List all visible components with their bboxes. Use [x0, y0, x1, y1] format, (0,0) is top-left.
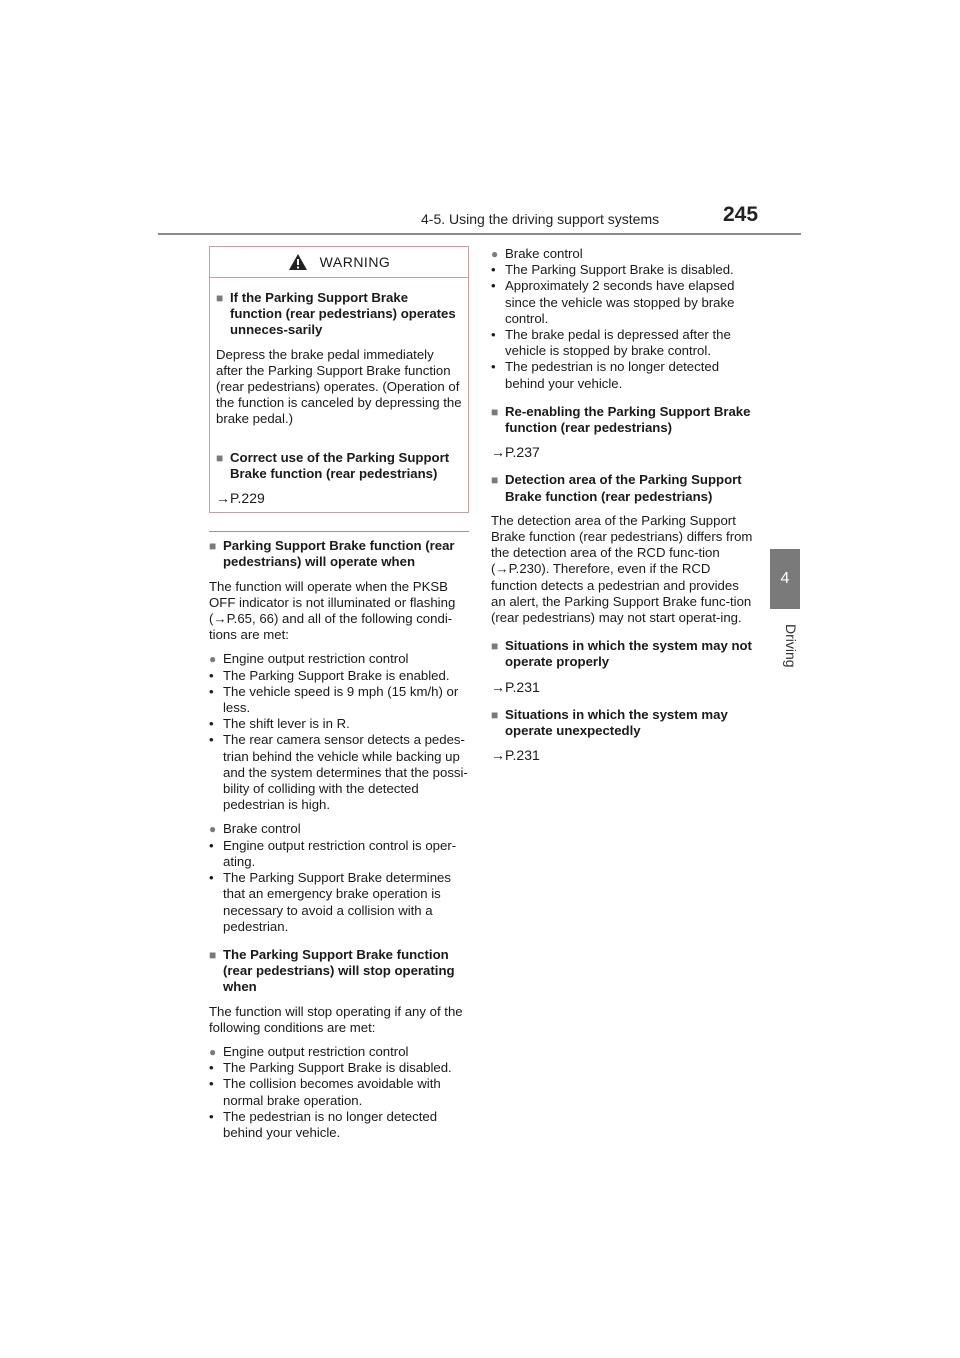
list-item: • The vehicle speed is 9 mph (15 km/h) or less. [209, 683, 459, 716]
square-marker: ■ [491, 473, 499, 488]
list-item: • The Parking Support Brake is disabled. [209, 1060, 452, 1076]
warning-heading: ■ If the Parking Support Brake function (rear pedestrians) operates unneces-sarily [216, 290, 456, 338]
square-marker: ■ [491, 404, 499, 419]
dot-marker: ● [491, 247, 499, 261]
dot-marker: ● [209, 1044, 217, 1059]
chapter-tab: 4 [770, 549, 800, 609]
section-heading: ■ Situations in which the system may not operate properly [491, 638, 752, 670]
list-item: • The Parking Support Brake is disabled. [491, 262, 734, 278]
square-marker: ■ [491, 707, 499, 722]
square-marker: ■ [216, 291, 224, 305]
list-item: • Engine output restriction control is oper-ating. [209, 837, 457, 869]
left-column [209, 246, 469, 1141]
section-heading: ■ The Parking Support Brake function (rear pedestrians) will stop operating when [209, 946, 455, 995]
section-heading: ■ Parking Support Brake function (rear pedestrians) will operate when [209, 538, 455, 570]
section-heading: ■ Detection area of the Parking Support Brake function (rear pedestrians) [491, 472, 742, 504]
warning-heading: ■ Correct use of the Parking Support Brake function (rear pedestrians) [216, 449, 450, 481]
header-rule [158, 233, 801, 235]
warning-text: Depress the brake pedal immediately after the Parking Support Brake function (rear pedestrians) operates. (Operation of the function is canceled by depressing the brake pedal.) [216, 346, 462, 427]
list-item: • The collision becomes avoidable with normal brake operation. [209, 1076, 441, 1108]
page-reference: →P.237 [491, 444, 540, 461]
section-text: The detection area of the Parking Support Brake function (rear pedestrians) differs from the detection area of the RCD func-tion (→P.230). Therefore, even if the RCD function detects a pedestrian and provides an alert, the Parking Support Brake func-tion (rear pedestrians) may not start operat-ing. [491, 512, 753, 626]
list-item: • The pedestrian is no longer detected behind your vehicle. [209, 1108, 438, 1140]
condition-group: ● Engine output restriction control [209, 1043, 409, 1059]
warning-title: WARNING [319, 253, 391, 270]
list-item: • The brake pedal is depressed after the vehicle is stopped by brake control. [491, 327, 731, 359]
square-marker: ■ [209, 947, 217, 962]
dot-marker: ● [209, 652, 217, 667]
list-item: • Approximately 2 seconds have elapsed since the vehicle was stopped by brake control. [491, 278, 735, 326]
list-item: • The Parking Support Brake is enabled. [209, 667, 450, 683]
warning-box [209, 246, 469, 513]
condition-group: ● Brake control [209, 821, 301, 837]
page-reference: →P.231 [491, 747, 540, 764]
condition-group: ● Brake control [491, 246, 583, 261]
list-item: • The rear camera sensor detects a pedes-trian behind the vehicle while backing up and the system determines that the possi-bility of colliding with the detected pedestrian is high. [209, 732, 468, 813]
section-text: The function will stop operating if any of the following conditions are met: [209, 1003, 463, 1035]
page-reference: →P.231 [491, 678, 540, 695]
square-marker: ■ [216, 450, 224, 465]
list-item: • The shift lever is in R. [209, 716, 350, 732]
section-separator [209, 531, 469, 532]
warning-header [210, 247, 468, 278]
section-heading: ■ Situations in which the system may operate unexpectedly [491, 706, 728, 739]
section-text: The function will operate when the PKSB OFF indicator is not illuminated or flashing (→P.65, 66) and all of the following condi-tions are met: [209, 578, 456, 643]
list-item: • The pedestrian is no longer detected behind your vehicle. [491, 359, 720, 391]
square-marker: ■ [491, 639, 499, 654]
page-number: 245 [723, 203, 759, 226]
square-marker: ■ [209, 539, 217, 554]
warning-body [210, 290, 468, 506]
dot-marker: ● [209, 822, 217, 837]
page-reference: →P.229 [216, 490, 265, 507]
chapter-label: Driving [783, 624, 799, 668]
warning-triangle-icon [288, 253, 308, 271]
list-item: • The Parking Support Brake determines that an emergency brake operation is necessary to avoid a collision with a pedestrian. [209, 870, 451, 934]
section-title: 4-5. Using the driving support systems [421, 211, 660, 227]
section-heading: ■ Re-enabling the Parking Support Brake function (rear pedestrians) [491, 403, 751, 436]
right-column [491, 246, 753, 763]
condition-group: ● Engine output restriction control [209, 651, 409, 667]
